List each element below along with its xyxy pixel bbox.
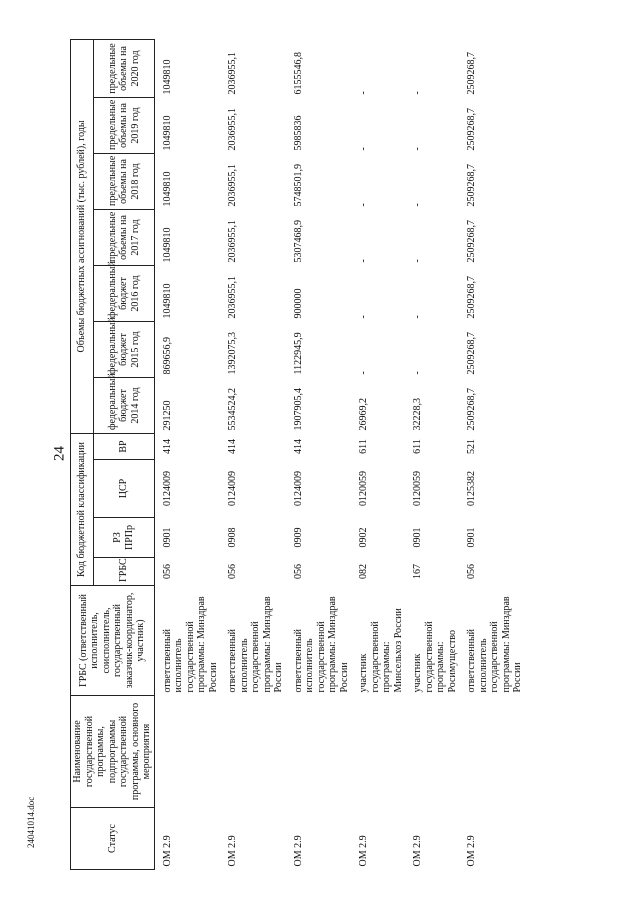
budget-table	[70, 39, 525, 870]
status-header: Статус	[71, 808, 155, 870]
grbs-cell: ответственный исполнитель государственной программы: Минздрав России	[161, 596, 219, 693]
csr-cell: 0120059	[412, 471, 423, 506]
value-cell: -	[412, 203, 423, 207]
value-cell: 1049810	[161, 283, 173, 319]
value-cell: 2509268,7	[466, 163, 477, 207]
name-cell	[154, 696, 220, 808]
value-cell: 5985836	[292, 115, 304, 151]
value-cell: -	[358, 315, 369, 319]
value-cell: -	[358, 371, 369, 375]
value-cell: -	[412, 315, 423, 319]
value-cell: 1049810	[161, 59, 173, 95]
year-col-header: предельные объемы на 2019 год	[94, 97, 154, 153]
name-cell	[286, 696, 352, 808]
rz-cell: 0902	[358, 527, 369, 548]
value-cell: 1122945,9	[292, 332, 304, 375]
kbk-col-header: ЦСР	[94, 460, 154, 518]
status-cell: ОМ 2.9	[412, 835, 423, 867]
kbk-col-header: ГРБС	[94, 558, 154, 586]
value-cell: 2509268,7	[466, 387, 477, 431]
value-cell: 5748501,9	[292, 163, 304, 207]
value-cell: 1049810	[161, 227, 173, 263]
value-cell: 1392075,3	[227, 331, 238, 375]
value-cell: -	[412, 259, 423, 263]
table-row	[351, 39, 405, 869]
value-cell: 2036955,1	[227, 163, 238, 207]
grbs-cell: ответственный исполнитель государственной программы: Минздрав России	[292, 596, 350, 693]
table-row	[286, 39, 352, 869]
value-cell: 869656,9	[161, 336, 173, 375]
value-cell: 2509268,7	[466, 107, 477, 151]
value-cell: -	[358, 91, 369, 95]
grbs-code-cell: 056	[466, 564, 477, 579]
value-cell: 1049810	[161, 171, 173, 207]
csr-cell: 0125382	[466, 471, 477, 506]
value-cell: 1049810	[161, 115, 173, 151]
value-cell: -	[412, 91, 423, 95]
grbs-code-cell: 056	[161, 564, 173, 579]
grbs-code-cell: 167	[412, 564, 423, 579]
value-cell: 26969,2	[358, 397, 369, 431]
value-cell: 5307468,9	[292, 219, 304, 263]
csr-cell: 0124009	[227, 471, 238, 506]
rotated-table-area	[70, 40, 635, 870]
year-col-header: федеральный бюджет 2016 год	[94, 265, 154, 321]
table-body	[154, 39, 525, 869]
year-col-header: предельные объемы на 2020 год	[94, 39, 154, 97]
value-cell: -	[412, 147, 423, 151]
grbs-code-cell: 056	[292, 564, 304, 579]
value-cell: 2036955,1	[227, 107, 238, 151]
value-cell: 6155546,8	[292, 51, 304, 95]
value-cell: 2509268,7	[466, 275, 477, 319]
value-cell: -	[412, 371, 423, 375]
document-footer: 24041014.doc	[26, 796, 36, 848]
value-cell: 291250	[161, 400, 173, 431]
value-cell: 900000	[292, 288, 304, 319]
value-cell: 32228,3	[412, 397, 423, 431]
year-col-header: федеральный бюджет 2015 год	[94, 321, 154, 377]
rz-cell: 0901	[466, 527, 477, 548]
vr-cell: 611	[412, 439, 423, 454]
value-cell: 2509268,7	[466, 331, 477, 375]
kbk-col-header: РЗ ПРПр	[94, 518, 154, 558]
rz-cell: 0901	[412, 527, 423, 548]
table-row	[405, 39, 459, 869]
value-cell: 2036955,1	[227, 219, 238, 263]
vr-cell: 414	[292, 439, 304, 454]
csr-cell: 0124009	[161, 471, 173, 506]
vr-cell: 414	[161, 439, 173, 454]
grbs-cell: ответственный исполнитель государственной программы: Минздрав России	[466, 596, 523, 693]
value-cell: 2036955,1	[227, 275, 238, 319]
grbs-code-cell: 082	[358, 564, 369, 579]
csr-cell: 0124009	[292, 471, 304, 506]
value-cell: -	[358, 259, 369, 263]
year-col-header: предельные объемы на 2018 год	[94, 153, 154, 209]
vr-cell: 521	[466, 439, 477, 454]
csr-cell: 0120059	[358, 471, 369, 506]
table-row	[220, 39, 286, 869]
value-cell: 1907905,4	[292, 387, 304, 431]
value-cell: -	[358, 203, 369, 207]
value-cell: 2509268,7	[466, 51, 477, 95]
value-cell: 2036955,1	[227, 51, 238, 95]
value-cell: -	[358, 147, 369, 151]
status-cell: ОМ 2.9	[358, 835, 369, 867]
vr-cell: 414	[227, 439, 238, 454]
status-cell: ОМ 2.9	[227, 835, 238, 867]
table-row	[459, 39, 525, 869]
volumes-header: Объемы бюджетных ассигнований (тыс. рублей), годы	[71, 39, 94, 433]
name-cell	[220, 696, 286, 808]
name-cell	[351, 696, 405, 808]
grbs-cell: ответственный исполнитель государственной программы: Минздрав России	[227, 596, 284, 693]
name-cell	[459, 696, 525, 808]
year-col-header: федеральный бюджет 2014 год	[94, 377, 154, 433]
value-cell: 2509268,7	[466, 219, 477, 263]
grbs-header: ГРБС (ответственный исполнитель, соисполнитель, государственный заказчик-координатор, участник)	[71, 586, 155, 696]
value-cell: 5534524,2	[227, 387, 238, 431]
grbs-cell: участник государственной программы: Росимущество	[412, 621, 458, 693]
name-header: Наименование государственной программы, подпрограммы государственной программы, основного мероприятия	[71, 696, 155, 808]
kbk-col-header: ВР	[94, 433, 154, 459]
year-col-header: предельные объемы на 2017 год	[94, 209, 154, 265]
status-cell: ОМ 2.9	[292, 835, 304, 867]
header-row-1	[71, 39, 94, 869]
table-row	[154, 39, 220, 869]
vr-cell: 611	[358, 439, 369, 454]
kbk-header: Код бюджетной классификации	[71, 433, 94, 585]
page-number: 24	[51, 446, 68, 461]
grbs-cell: участник государственной программы: Минсельхоз России	[358, 608, 404, 693]
grbs-code-cell: 056	[227, 564, 238, 579]
name-cell	[405, 696, 459, 808]
rz-cell: 0909	[292, 527, 304, 548]
status-cell: ОМ 2.9	[466, 835, 477, 867]
rz-cell: 0908	[227, 527, 238, 548]
rz-cell: 0901	[161, 527, 173, 548]
status-cell: ОМ 2.9	[161, 835, 173, 867]
